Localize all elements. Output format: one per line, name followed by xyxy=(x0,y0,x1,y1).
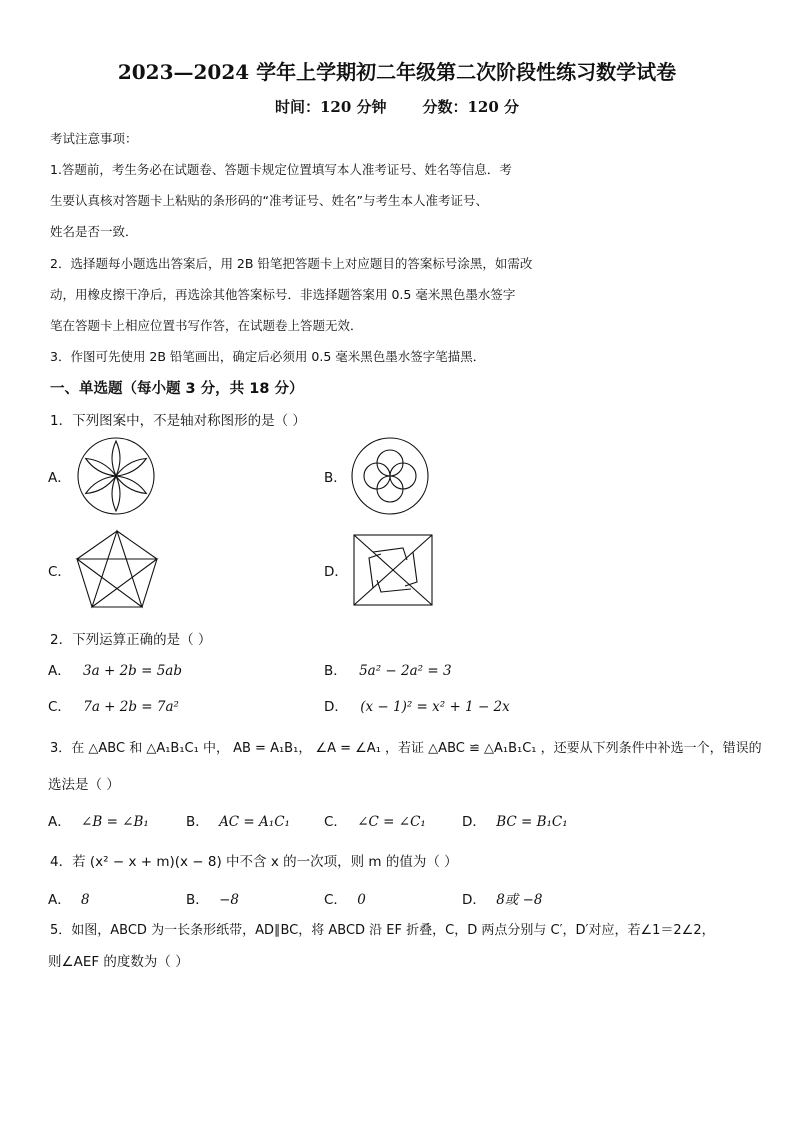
q2-option-c-label: C． xyxy=(48,699,71,715)
q3-option-d[interactable] xyxy=(462,810,568,830)
exam-title: 2023—2024 学年上学期初二年级第二次阶段性练习数学试卷 xyxy=(117,60,677,84)
q3-option-a[interactable] xyxy=(48,810,149,830)
q3-option-c[interactable] xyxy=(324,810,426,830)
q3-stem-line2: 选法是（ ） xyxy=(48,777,120,793)
q2-option-b[interactable] xyxy=(324,659,452,679)
q2-option-c-expr: 7a + 2b = 7a² xyxy=(83,699,179,715)
q4-option-b-label: B． xyxy=(186,892,209,908)
notice-line: 2．选择题每小题选出答案后，用 2B 铅笔把答题卡上对应题目的答案标号涂黑，如需改 xyxy=(50,256,533,271)
q1-option-d-label[interactable]: D． xyxy=(324,564,348,580)
q3-option-d-label: D． xyxy=(462,814,486,830)
notice-line: 1.答题前，考生务必在试题卷、答题卡规定位置填写本人准考证号、姓名等信息．考 xyxy=(50,162,512,177)
section-heading: 一、单选题（每小题 3 分，共 18 分） xyxy=(50,381,304,397)
notice-line: 生要认真核对答题卡上粘贴的条形码的“准考证号、姓名”与考生本人准考证号、 xyxy=(50,193,488,208)
figure-d-square-pinwheel xyxy=(353,534,433,606)
notice-line: 姓名是否一致． xyxy=(50,224,138,239)
q5-stem-line1: 5．如图，ABCD 为一长条形纸带，AD∥BC，将 ABCD 沿 EF 折叠，C，D 两点分别与 C′，D′对应，若∠1＝2∠2， xyxy=(50,923,715,938)
q4-option-d-expr: 8或 −8 xyxy=(496,892,543,908)
q3-option-a-expr: ∠B = ∠B₁ xyxy=(81,814,149,830)
notice-line: 笔在答题卡上相应位置书写作答，在试题卷上答题无效． xyxy=(50,318,363,333)
exam-subtitle xyxy=(0,96,794,117)
q2-option-d-expr: (x − 1)² = x² + 1 − 2x xyxy=(360,699,510,715)
q2-option-a-label: A． xyxy=(48,663,71,679)
q2-stem: 2．下列运算正确的是（ ） xyxy=(50,632,212,648)
q1-option-b-label[interactable]: B． xyxy=(324,470,347,486)
figure-b-circles-in-circle xyxy=(350,436,430,516)
q2-option-c[interactable] xyxy=(48,695,179,715)
q4-option-a[interactable] xyxy=(48,888,90,908)
q4-stem: 4．若 (x² − x + m)(x − 8) 中不含 x 的一次项，则 m 的值为（ ） xyxy=(50,854,458,870)
q3-option-d-expr: BC = B₁C₁ xyxy=(496,814,568,830)
q4-option-b[interactable] xyxy=(186,888,239,908)
q3-option-b[interactable] xyxy=(186,810,290,830)
q2-option-a-expr: 3a + 2b = 5ab xyxy=(83,663,182,679)
q4-option-c-label: C． xyxy=(324,892,347,908)
notice-line: 动，用橡皮擦干净后，再选涂其他答案标号．非选择题答案用 0.5 毫米黑色墨水签字 xyxy=(50,287,516,302)
q4-option-d-label: D． xyxy=(462,892,486,908)
q5-stem-line2: 则∠AEF 的度数为（ ） xyxy=(48,954,189,970)
notice-heading: 考试注意事项： xyxy=(50,131,138,146)
q2-option-b-label: B． xyxy=(324,663,347,679)
q3-option-c-expr: ∠C = ∠C₁ xyxy=(357,814,426,830)
q3-option-b-expr: AC = A₁C₁ xyxy=(219,814,290,830)
figure-a-flower-in-circle xyxy=(76,436,156,516)
q4-option-d[interactable] xyxy=(462,888,542,908)
q4-option-a-label: A． xyxy=(48,892,71,908)
q4-option-c-expr: 0 xyxy=(357,892,366,908)
q2-option-a[interactable] xyxy=(48,659,182,679)
q2-option-d-label: D． xyxy=(324,699,348,715)
exam-time: 时间：120 分钟 xyxy=(274,98,387,116)
q3-option-b-label: B． xyxy=(186,814,209,830)
exam-score: 分数：120 分 xyxy=(422,98,520,116)
figure-c-pentagon-star xyxy=(74,528,160,610)
q4-option-c[interactable] xyxy=(324,888,366,908)
q1-stem: 1．下列图案中，不是轴对称图形的是（ ） xyxy=(50,413,306,429)
q4-option-b-expr: −8 xyxy=(219,892,239,908)
q2-option-b-expr: 5a² − 2a² = 3 xyxy=(359,663,452,679)
q3-stem-line1: 3．在 △ABC 和 △A₁B₁C₁ 中， AB = A₁B₁， ∠A = ∠A₁ ，若证 △ABC ≌ △A₁B₁C₁ ，还要从下列条件中补选一个，错误的 xyxy=(50,741,762,756)
q1-option-a-label[interactable]: A． xyxy=(48,470,71,486)
q3-option-a-label: A． xyxy=(48,814,71,830)
q1-option-c-label[interactable]: C． xyxy=(48,564,71,580)
q3-option-c-label: C． xyxy=(324,814,347,830)
q2-option-d[interactable] xyxy=(324,695,510,715)
q4-option-a-expr: 8 xyxy=(81,892,90,908)
notice-line: 3．作图可先使用 2B 铅笔画出，确定后必须用 0.5 毫米黑色墨水签字笔描黑． xyxy=(50,349,486,364)
